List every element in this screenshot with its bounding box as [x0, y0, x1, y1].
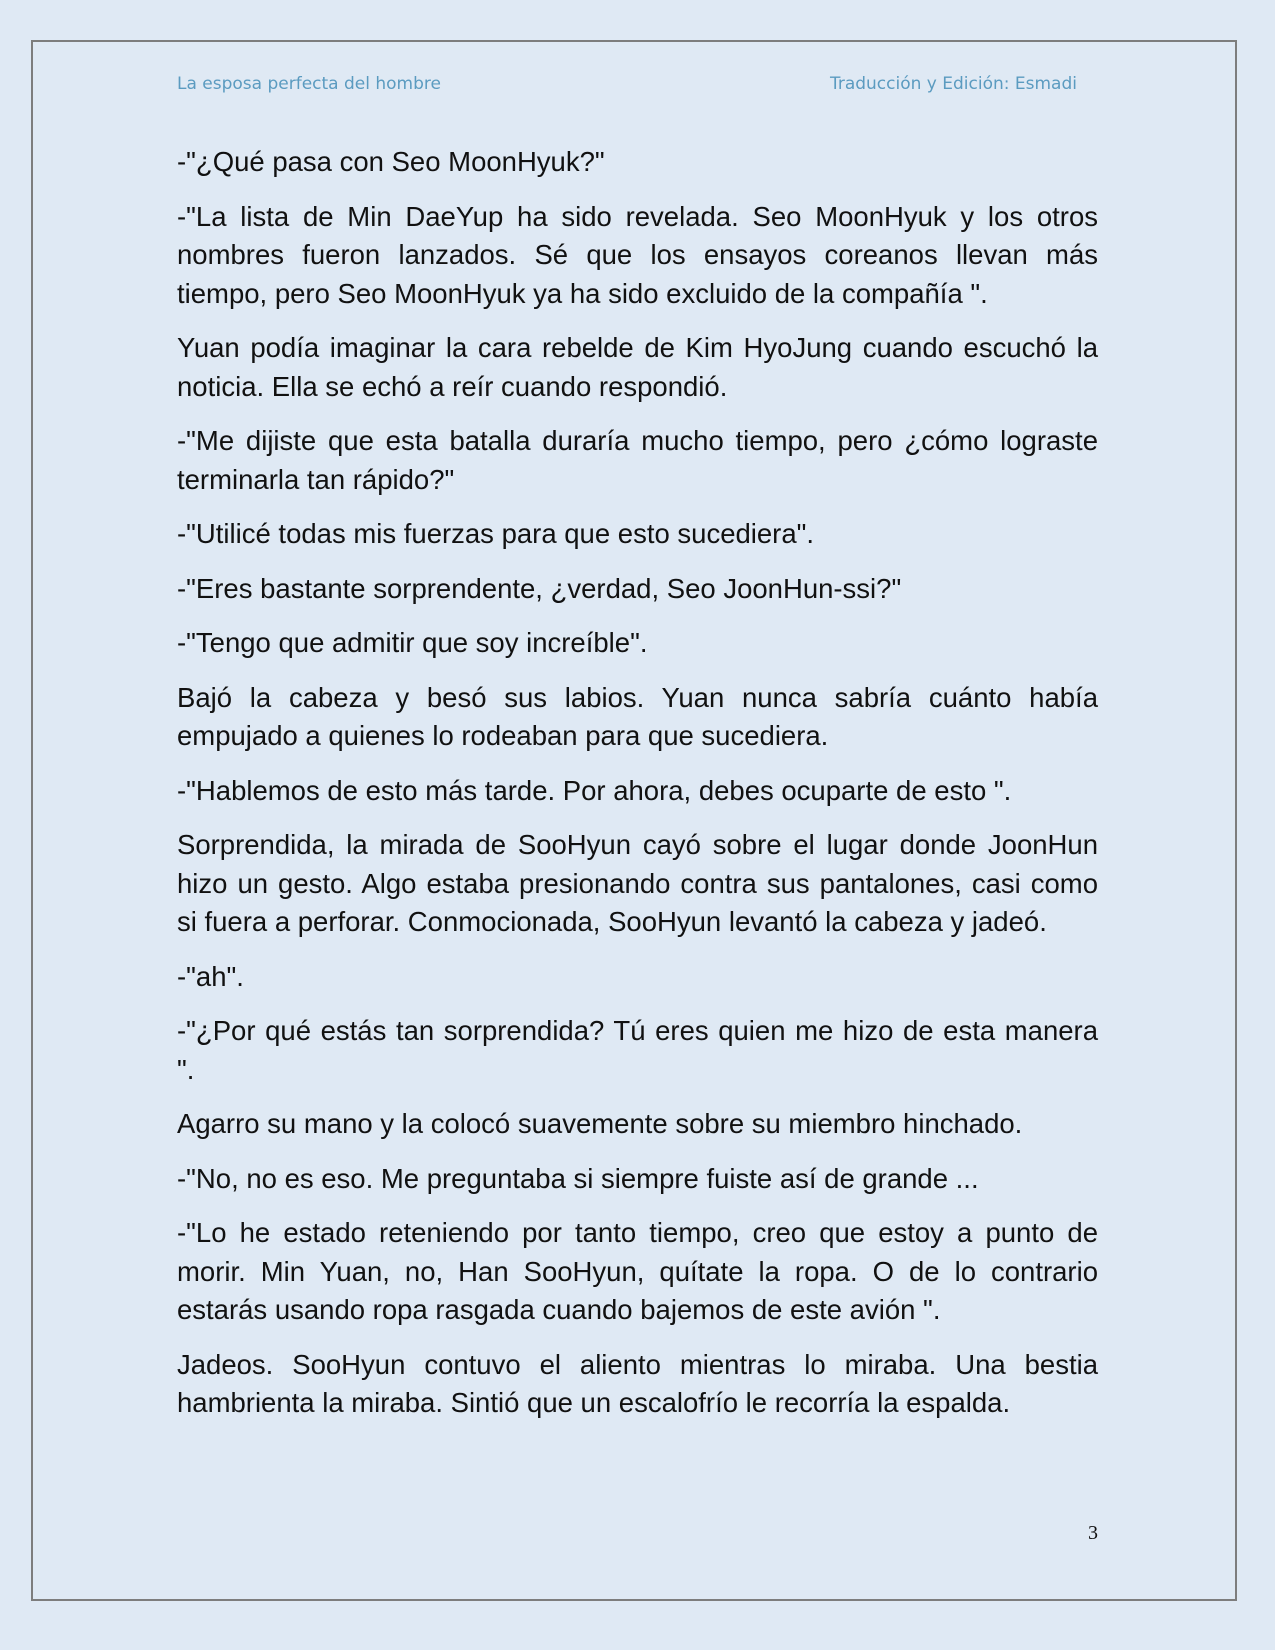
paragraph: -"ah".: [177, 960, 244, 992]
paragraph: -"Hablemos de esto más tarde. Por ahora, debes ocuparte de esto ".: [177, 774, 1012, 806]
body-text: [177, 143, 1098, 1439]
paragraph: Sorprendida, la mirada de SooHyun cayó sobre el lugar donde JoonHun hizo un gesto. Algo estaba presionando contra sus pantalones, casi como si fuera a perforar. Conmocionada, SooHyun levantó la cabeza y jadeó.: [177, 829, 1098, 937]
paragraph: Bajó la cabeza y besó sus labios. Yuan nunca sabría cuánto había empujado a quienes lo rodeaban para que sucediera.: [177, 681, 1098, 751]
paragraph: Jadeos. SooHyun contuvo el aliento mientras lo miraba. Una bestia hambrienta la miraba. Sintió que un escalofrío le recorría la espalda.: [177, 1348, 1098, 1418]
paragraph: -"Tengo que admitir que soy increíble".: [177, 627, 648, 658]
paragraph: -"No, no es eso. Me preguntaba si siempre fuiste así de grande ...: [177, 1162, 979, 1194]
paragraph: -"¿Por qué estás tan sorprendida? Tú eres quien me hizo de esta manera ".: [177, 1015, 1098, 1085]
paragraph: -"Utilicé todas mis fuerzas para que esto sucediera".: [177, 518, 815, 549]
paragraph: -"Lo he estado reteniendo por tanto tiempo, creo que estoy a punto de morir. Min Yuan, no, Han SooHyun, quítate la ropa. O de lo contrario estarás usando ropa rasgada cuando bajemos de este avión ".: [177, 1217, 1098, 1325]
header-title: La esposa perfecta del hombre: [177, 74, 441, 94]
paragraph: Agarro su mano y la colocó suavemente sobre su miembro hinchado.: [177, 1108, 1023, 1139]
paragraph: -"La lista de Min DaeYup ha sido revelada. Seo MoonHyuk y los otros nombres fueron lanzados. Sé que los ensayos coreanos llevan más tiempo, pero Seo MoonHyuk ya ha sido excluido de la compañía ".: [177, 200, 1098, 309]
paragraph: -"Me dijiste que esta batalla duraría mucho tiempo, pero ¿cómo lograste terminarla tan rápido?": [177, 425, 1098, 495]
paragraph: -"¿Qué pasa con Seo MoonHyuk?": [177, 146, 605, 177]
header-credit: Traducción y Edición: Esmadi: [829, 74, 1077, 94]
page-number: 3: [1088, 1522, 1098, 1544]
paragraph: Yuan podía imaginar la cara rebelde de Kim HyoJung cuando escuchó la noticia. Ella se echó a reír cuando respondió.: [177, 332, 1098, 402]
paragraph: -"Eres bastante sorprendente, ¿verdad, Seo JoonHun-ssi?": [177, 572, 902, 604]
